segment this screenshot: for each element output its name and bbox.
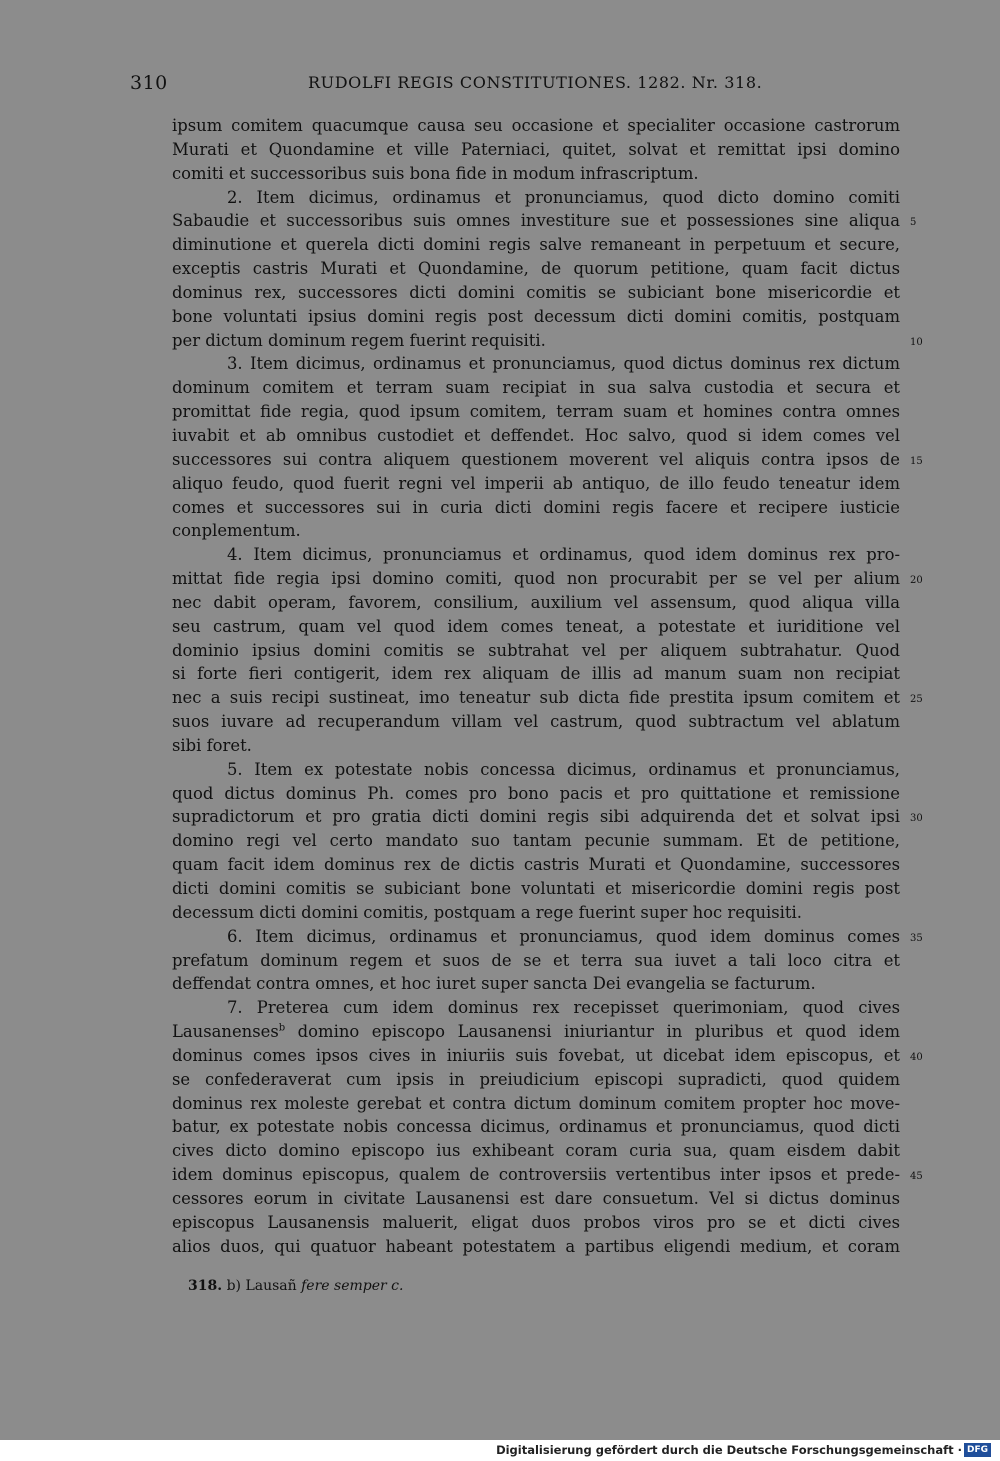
text-line bbox=[172, 805, 923, 829]
text-line bbox=[172, 591, 900, 615]
line-text: iuvabit et ab omnibus custodiet et deffendet. Hoc salvo, quod si idem comes vel bbox=[172, 425, 900, 445]
line-text: per dictum dominum regem fuerint requisiti. bbox=[172, 330, 546, 350]
text-line bbox=[172, 1092, 900, 1116]
text-line bbox=[172, 1068, 900, 1092]
text-line bbox=[172, 281, 900, 305]
text-line bbox=[172, 1020, 900, 1044]
text-line bbox=[172, 376, 900, 400]
text-line bbox=[172, 1115, 900, 1139]
dfg-logo: DFG bbox=[964, 1443, 991, 1457]
line-text: 6. Item dicimus, ordinamus et pronunciamus, quod idem dominus comes bbox=[227, 926, 900, 946]
line-text: quod dictus dominus Ph. comes pro bono pacis et pro quittatione et remissione bbox=[172, 783, 900, 803]
line-text: 4. Item dicimus, pronunciamus et ordinamus, quod idem dominus rex pro- bbox=[227, 545, 900, 565]
text-line bbox=[172, 1163, 923, 1187]
line-text: Sabaudie et successoribus suis omnes investiture sue et possessiones sine aliqua bbox=[172, 211, 900, 231]
line-text: nec a suis recipi sustineat, imo teneatur sub dicta fide prestita ipsum comitem et bbox=[172, 688, 900, 708]
text-line bbox=[172, 1139, 900, 1163]
line-text: si forte fieri contigerit, idem rex aliquam de illis ad manum suam non recipiat bbox=[172, 664, 900, 684]
line-text: idem dominus episcopus, qualem de controversiis vertentibus inter ipsos et prede- bbox=[172, 1165, 900, 1185]
text-line bbox=[172, 257, 900, 281]
text-line bbox=[172, 305, 900, 329]
line-text: aliquo feudo, quod fuerit regni vel imperii ab antiquo, de illo feudo teneatur idem bbox=[172, 473, 900, 493]
text-line bbox=[172, 1187, 900, 1211]
text-line bbox=[172, 829, 900, 853]
line-text: dominus rex moleste gerebat et contra dictum dominum comitem propter hoc move- bbox=[172, 1093, 900, 1113]
text-line bbox=[172, 925, 923, 949]
funding-notice: Digitalisierung gefördert durch die Deutsche Forschungsgemeinschaft · bbox=[496, 1443, 962, 1457]
text-line bbox=[172, 686, 923, 710]
footnote bbox=[188, 1278, 403, 1294]
line-text: successores sui contra aliquem questionem moverent vel aliquis contra ipsos de bbox=[172, 449, 900, 469]
text-line bbox=[172, 949, 900, 973]
line-text: suos iuvare ad recuperandum villam vel castrum, quod subtractum vel ablatum bbox=[172, 712, 900, 732]
text-line bbox=[172, 1044, 923, 1068]
text-line bbox=[172, 615, 900, 639]
text-line bbox=[172, 448, 923, 472]
text-line bbox=[172, 877, 900, 901]
line-number: 30 bbox=[910, 813, 923, 825]
footnote-reference: b bbox=[278, 1022, 286, 1034]
text-line bbox=[172, 424, 900, 448]
text-line bbox=[172, 138, 900, 162]
line-text: cessores eorum in civitate Lausanensi est dare consuetum. Vel si dictus dominus bbox=[172, 1188, 900, 1208]
text-line bbox=[172, 329, 923, 353]
line-text: bone voluntati ipsius domini regis post decessum dicti domini comitis, postquam bbox=[172, 306, 900, 326]
line-text: se confederaverat cum ipsis in preiudicium episcopi supradicti, quod quidem bbox=[172, 1069, 900, 1089]
line-number: 20 bbox=[910, 575, 923, 587]
text-line bbox=[172, 901, 900, 925]
line-text: Lausanenses bbox=[172, 1022, 279, 1042]
text-line bbox=[172, 1211, 900, 1235]
document-body bbox=[172, 114, 923, 1259]
line-text: seu castrum, quam vel quod idem comes teneat, a potestate et iuriditione vel bbox=[172, 616, 900, 636]
text-line bbox=[172, 352, 900, 376]
text-line bbox=[172, 662, 900, 686]
text-line bbox=[172, 472, 900, 496]
text-line bbox=[172, 519, 900, 543]
text-line bbox=[172, 996, 900, 1020]
text-line bbox=[172, 209, 917, 233]
text-line bbox=[172, 233, 900, 257]
text-line bbox=[172, 543, 900, 567]
line-text: dominio ipsius domini comitis se subtrahat vel per aliquem subtrahatur. Quod bbox=[172, 640, 900, 660]
line-text: deffendat contra omnes, et hoc iuret super sancta Dei evangelia se facturum. bbox=[172, 974, 816, 994]
line-text: quam facit idem dominus rex de dictis castris Murati et Quondamine, successores bbox=[172, 855, 900, 875]
line-text: cives dicto domino episcopo ius exhibeant coram curia sua, quam eisdem dabit bbox=[172, 1141, 900, 1161]
page-header bbox=[130, 72, 900, 96]
text-line bbox=[172, 758, 900, 782]
text-line bbox=[172, 1235, 900, 1259]
line-text: ipsum comitem quacumque causa seu occasione et specialiter occasione castrorum bbox=[172, 116, 900, 135]
footnote-marker: b) bbox=[226, 1278, 241, 1294]
line-text: episcopus Lausanensis maluerit, eligat duos probos viros pro se et dicti cives bbox=[172, 1212, 900, 1232]
line-text: batur, ex potestate nobis concessa dicimus, ordinamus et pronunciamus, quod dicti bbox=[172, 1117, 900, 1137]
line-text: exceptis castris Murati et Quondamine, de quorum petitione, quam facit dictus bbox=[172, 259, 900, 279]
footnote-number: 318. bbox=[188, 1278, 223, 1294]
text-line bbox=[172, 782, 900, 806]
line-number: 15 bbox=[910, 455, 923, 467]
line-number: 45 bbox=[910, 1171, 923, 1183]
line-number: 5 bbox=[910, 217, 917, 229]
line-text: domino regi vel certo mandato suo tantam pecunie summam. Et de petitione, bbox=[172, 831, 900, 851]
line-text: decessum dicti domini comitis, postquam a rege fuerint super hoc requisiti. bbox=[172, 902, 802, 922]
text-line bbox=[172, 853, 900, 877]
line-text: 5. Item ex potestate nobis concessa dicimus, ordinamus et pronunciamus, bbox=[227, 759, 900, 779]
footer-bar bbox=[0, 1440, 1000, 1461]
line-text: 3. Item dicimus, ordinamus et pronunciamus, quod dictus dominus rex dictum bbox=[227, 354, 900, 374]
text-line bbox=[172, 186, 900, 210]
line-text: dominum comitem et terram suam recipiat in sua salva custodia et secura et bbox=[172, 378, 900, 398]
text-line bbox=[172, 496, 900, 520]
line-text: dominus comes ipsos cives in iniuriis suis fovebat, ut dicebat idem episcopus, et bbox=[172, 1045, 900, 1065]
line-text: dominus rex, successores dicti domini comitis se subiciant bone misericordie et bbox=[172, 282, 900, 302]
text-line bbox=[172, 972, 900, 996]
text-line bbox=[172, 567, 923, 591]
line-text: diminutione et querela dicti domini regis salve remaneant in perpetuum et secure, bbox=[172, 235, 900, 255]
line-text: comiti et successoribus suis bona fide in modum infrascriptum. bbox=[172, 163, 699, 183]
line-number: 40 bbox=[910, 1051, 923, 1063]
page-number: 310 bbox=[130, 72, 168, 94]
text-line bbox=[172, 710, 900, 734]
running-title: RUDOLFI REGIS CONSTITUTIONES. 1282. Nr. 318. bbox=[308, 73, 763, 92]
line-text: 2. Item dicimus, ordinamus et pronunciamus, quod dicto domino comiti bbox=[227, 187, 900, 207]
text-line bbox=[172, 639, 900, 663]
line-text: alios duos, qui quatuor habeant potestatem a partibus eligendi medium, et coram bbox=[172, 1236, 900, 1256]
line-text: sibi foret. bbox=[172, 735, 252, 755]
footnote-italic: fere semper c. bbox=[301, 1278, 404, 1294]
line-text: prefatum dominum regem et suos de se et terra sua iuvet a tali loco citra et bbox=[172, 950, 900, 970]
line-text: conplementum. bbox=[172, 521, 301, 541]
text-line bbox=[172, 400, 900, 424]
line-text: 7. Preterea cum idem dominus rex recepisset querimoniam, quod cives bbox=[227, 998, 900, 1018]
footnote-text: Lausañ bbox=[245, 1278, 297, 1294]
line-text: dicti domini comitis se subiciant bone voluntati et misericordie domini regis post bbox=[172, 879, 900, 898]
line-text: Murati et Quondamine et ville Paterniaci, quitet, solvat et remittat ipsi domino bbox=[172, 139, 900, 159]
text-line bbox=[172, 114, 900, 138]
line-text: promittat fide regia, quod ipsum comitem, terram suam et homines contra omnes bbox=[172, 402, 900, 422]
line-number: 25 bbox=[910, 694, 923, 706]
line-text: nec dabit operam, favorem, consilium, auxilium vel assensum, quod aliqua villa bbox=[172, 592, 900, 612]
line-text: comes et successores sui in curia dicti domini regis facere et recipere iusticie bbox=[172, 497, 900, 517]
line-number: 35 bbox=[910, 932, 923, 944]
text-line bbox=[172, 162, 900, 186]
line-text: mittat fide regia ipsi domino comiti, quod non procurabit per se vel per alium bbox=[172, 569, 900, 589]
line-text: supradictorum et pro gratia dicti domini regis sibi adquirenda det et solvat ipsi bbox=[172, 807, 900, 827]
text-line bbox=[172, 734, 900, 758]
line-number: 10 bbox=[910, 336, 923, 348]
line-text-rest: domino episcopo Lausanensi iniuriantur in pluribus et quod idem bbox=[285, 1022, 900, 1042]
